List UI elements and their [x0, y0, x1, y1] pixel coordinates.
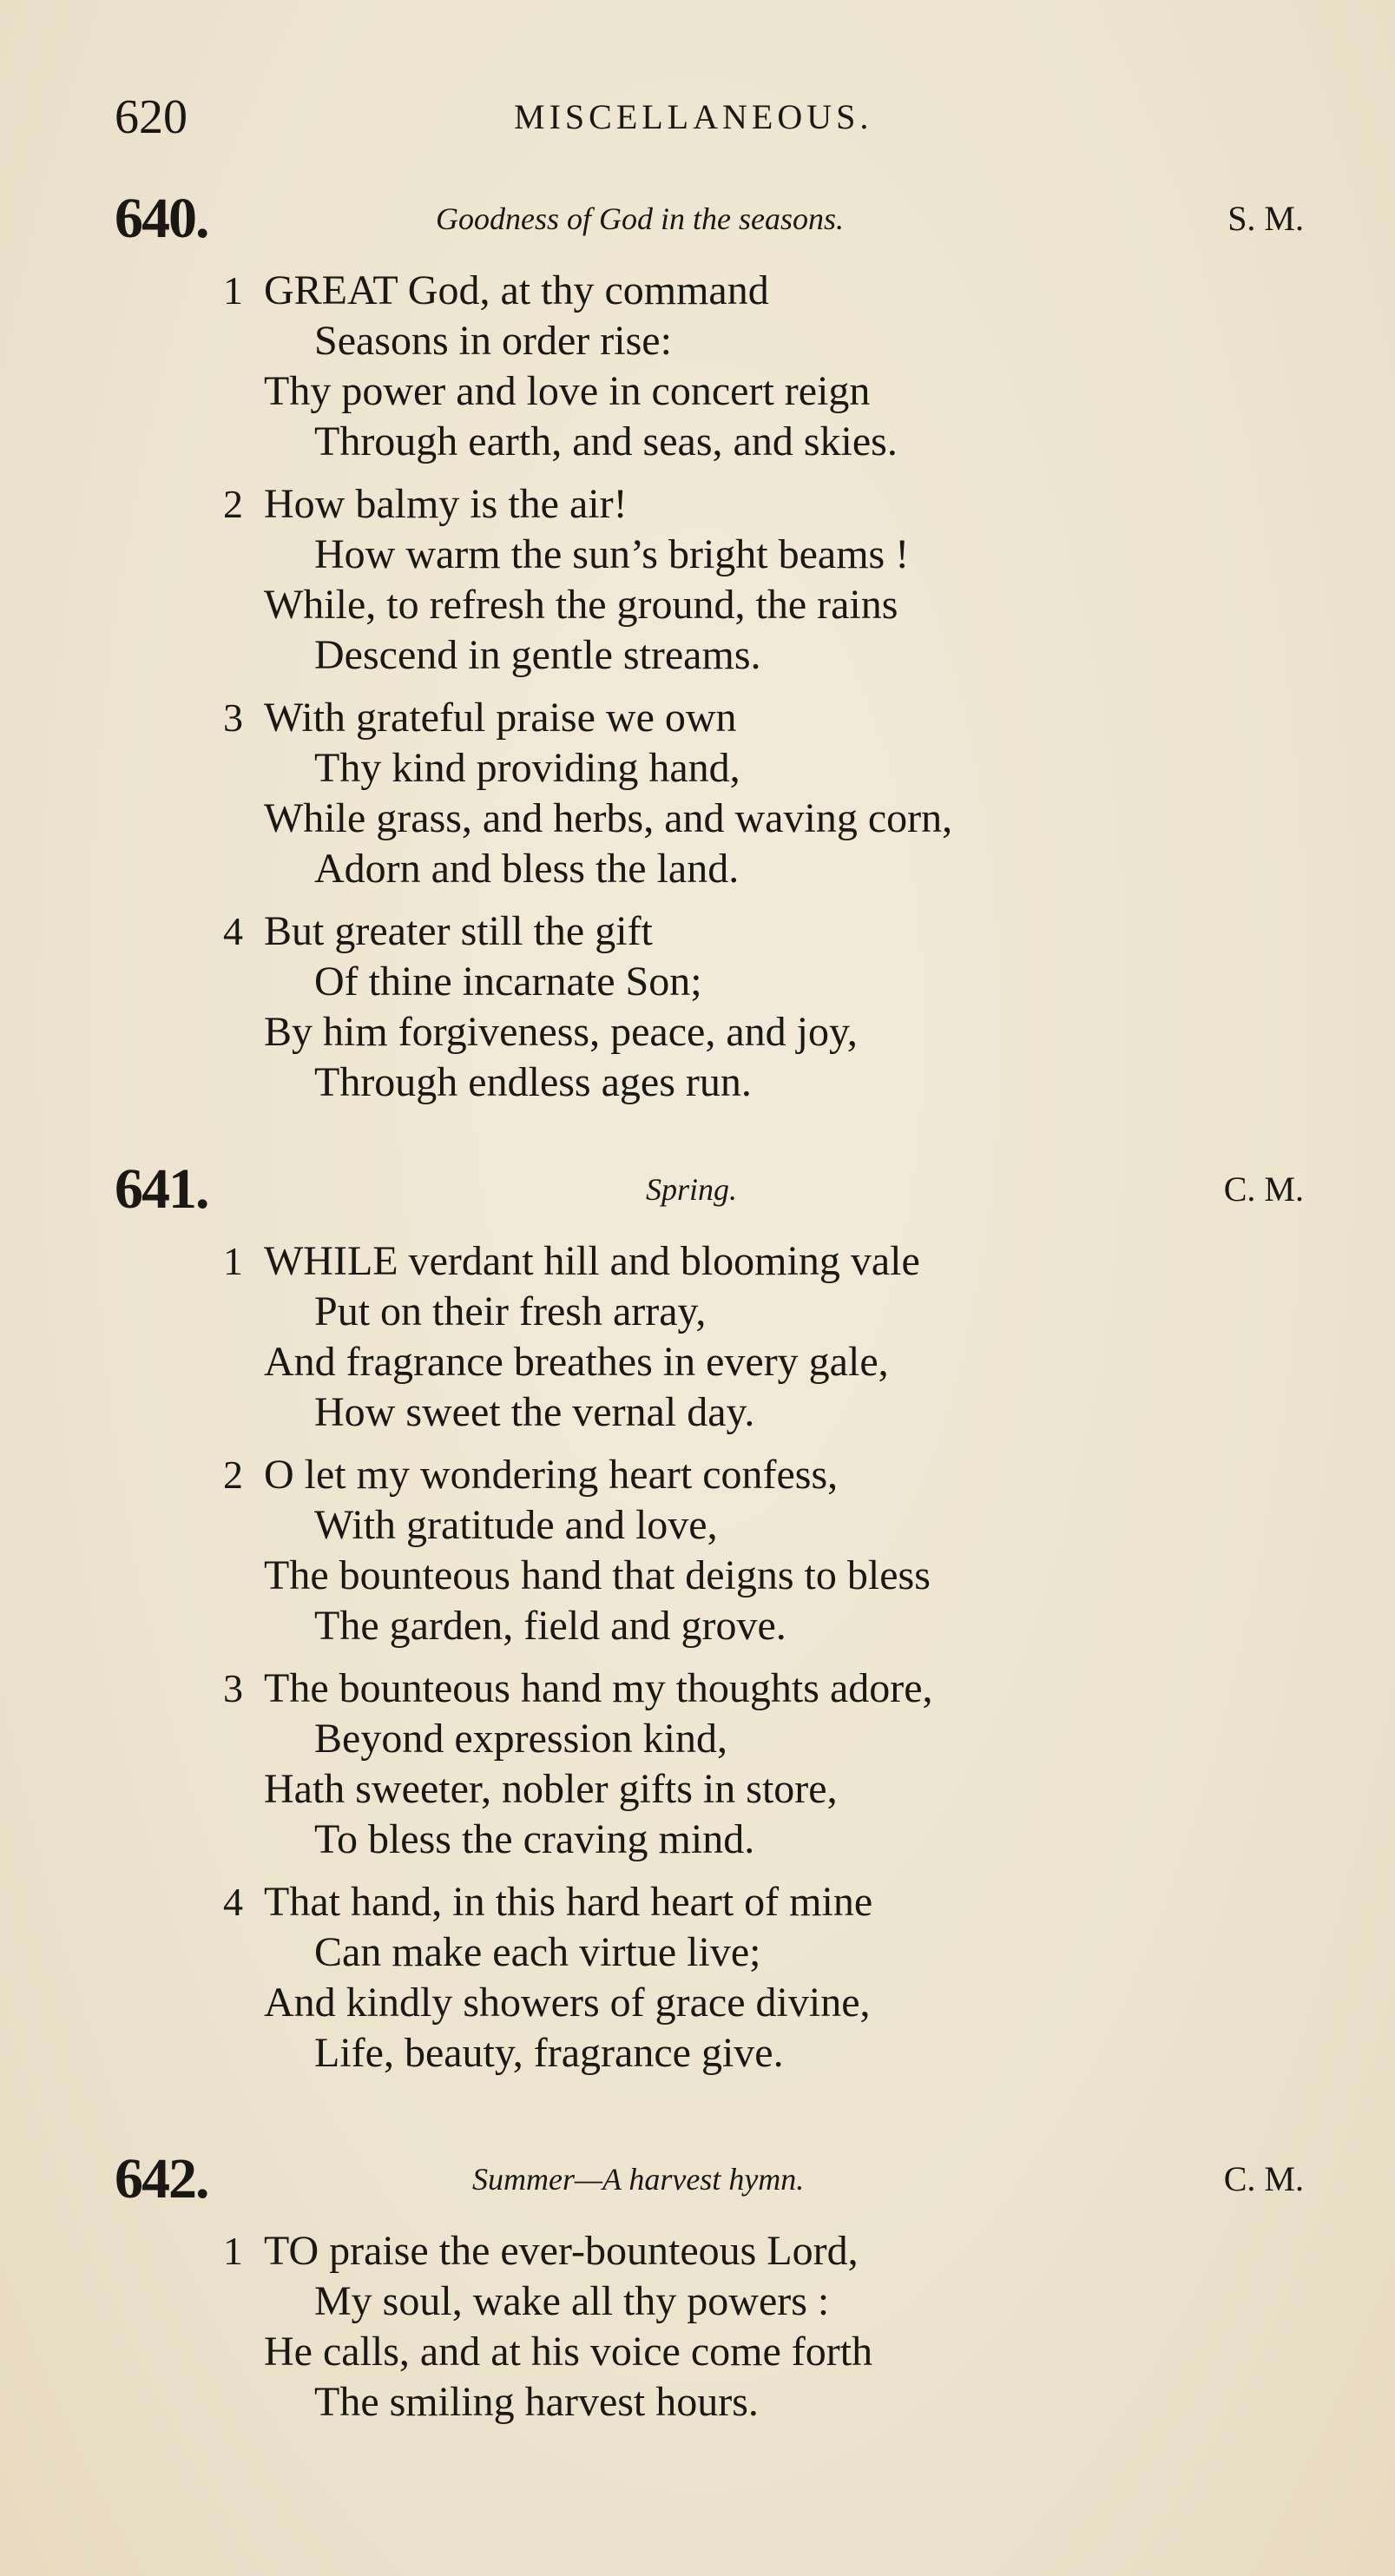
verse-line: Descend in gentle streams.: [314, 632, 761, 678]
hymn-subject: Goodness of God in the seasons.: [436, 201, 844, 236]
verse-line: Through earth, and seas, and skies.: [314, 418, 898, 464]
stanza: [115, 906, 1304, 1108]
stanza-number: 2: [223, 1453, 243, 1497]
verse-line: The smiling harvest hours.: [314, 2379, 759, 2425]
verse-line: The bounteous hand that deigns to bless: [264, 1552, 931, 1598]
stanza: [115, 1450, 1304, 1651]
verse-line: Through endless ages run.: [314, 1059, 752, 1105]
verse-line: Beyond expression kind,: [314, 1716, 727, 1762]
hymn-640: [115, 184, 1304, 1108]
running-title: MISCELLANEOUS.: [514, 97, 873, 136]
verse-line: GREAT God, at thy command: [264, 267, 769, 313]
hymn-subject: Spring.: [646, 1172, 738, 1207]
stanza: [115, 1236, 1304, 1438]
verse-line: How sweet the vernal day.: [314, 1389, 755, 1435]
stanza-number: 1: [223, 268, 243, 313]
stanza: [115, 266, 1304, 467]
hymn-number: 642.: [115, 2147, 208, 2210]
verse-line: Thy kind providing hand,: [314, 745, 740, 791]
verse-line: My soul, wake all thy powers :: [314, 2278, 830, 2324]
verse-line: With gratitude and love,: [314, 1502, 718, 1548]
page-number: 620: [115, 90, 188, 144]
verse-line: And kindly showers of grace divine,: [264, 1980, 871, 2026]
verse-line: O let my wondering heart confess,: [264, 1452, 839, 1498]
hymn-number: 641.: [115, 1157, 208, 1221]
verse-line: That hand, in this hard heart of mine: [264, 1879, 873, 1925]
verse-line: Life, beauty, fragrance give.: [314, 2030, 784, 2076]
stanza: [115, 479, 1304, 681]
verse-line: By him forgiveness, peace, and joy,: [264, 1009, 858, 1055]
stanza-number: 3: [223, 695, 243, 740]
verse-line: To bless the craving mind.: [314, 1816, 755, 1862]
verse-line: While grass, and herbs, and waving corn,: [264, 795, 953, 841]
verse-line: How balmy is the air!: [264, 481, 628, 527]
stanza: [115, 2226, 1304, 2428]
hymn-641: [115, 1155, 1304, 2079]
verse-line: Can make each virtue live;: [314, 1929, 761, 1975]
hymn-subject: Summer—A harvest hymn.: [472, 2162, 805, 2197]
hymn-heading: [115, 2144, 1304, 2214]
stanza: [115, 693, 1304, 894]
stanza-number: 2: [223, 482, 243, 526]
verse-line: TO praise the ever-bounteous Lord,: [264, 2228, 859, 2274]
stanza-number: 4: [223, 1880, 243, 1924]
verse-line: The garden, field and grove.: [314, 1603, 786, 1649]
verse-line: Put on their fresh array,: [314, 1288, 707, 1334]
page-header: [115, 87, 1304, 148]
verse-line: Hath sweeter, nobler gifts in store,: [264, 1766, 838, 1812]
verse-line: WHILE verdant hill and blooming vale: [264, 1238, 920, 1284]
stanza: [115, 1877, 1304, 2079]
verse-line: The bounteous hand my thoughts adore,: [264, 1665, 933, 1711]
verse-line: Of thine incarnate Son;: [314, 959, 702, 1005]
verse-line: And fragrance breathes in every gale,: [264, 1339, 889, 1385]
verse-line: With grateful praise we own: [264, 695, 737, 741]
verse-line: How warm the sun’s bright beams !: [314, 531, 910, 577]
hymn-642: [115, 2144, 1304, 2428]
stanza-number: 1: [223, 1239, 243, 1283]
verse-line: He calls, and at his voice come forth: [264, 2329, 873, 2375]
verse-line: But greater still the gift: [264, 908, 653, 954]
hymn-meter: C. M.: [1223, 2159, 1304, 2198]
hymn-number: 640.: [115, 187, 208, 250]
verse-line: Thy power and love in concert reign: [264, 368, 871, 414]
stanza-number: 4: [223, 909, 243, 953]
verse-line: Seasons in order rise:: [314, 318, 672, 364]
hymn-meter: S. M.: [1227, 199, 1304, 238]
hymn-meter: C. M.: [1223, 1169, 1304, 1209]
hymn-heading: [115, 184, 1304, 254]
hymn-heading: [115, 1155, 1304, 1224]
stanza-number: 3: [223, 1666, 243, 1710]
stanza-number: 1: [223, 2229, 243, 2273]
verse-line: While, to refresh the ground, the rains: [264, 582, 898, 628]
verse-line: Adorn and bless the land.: [314, 846, 740, 892]
stanza: [115, 1664, 1304, 1865]
